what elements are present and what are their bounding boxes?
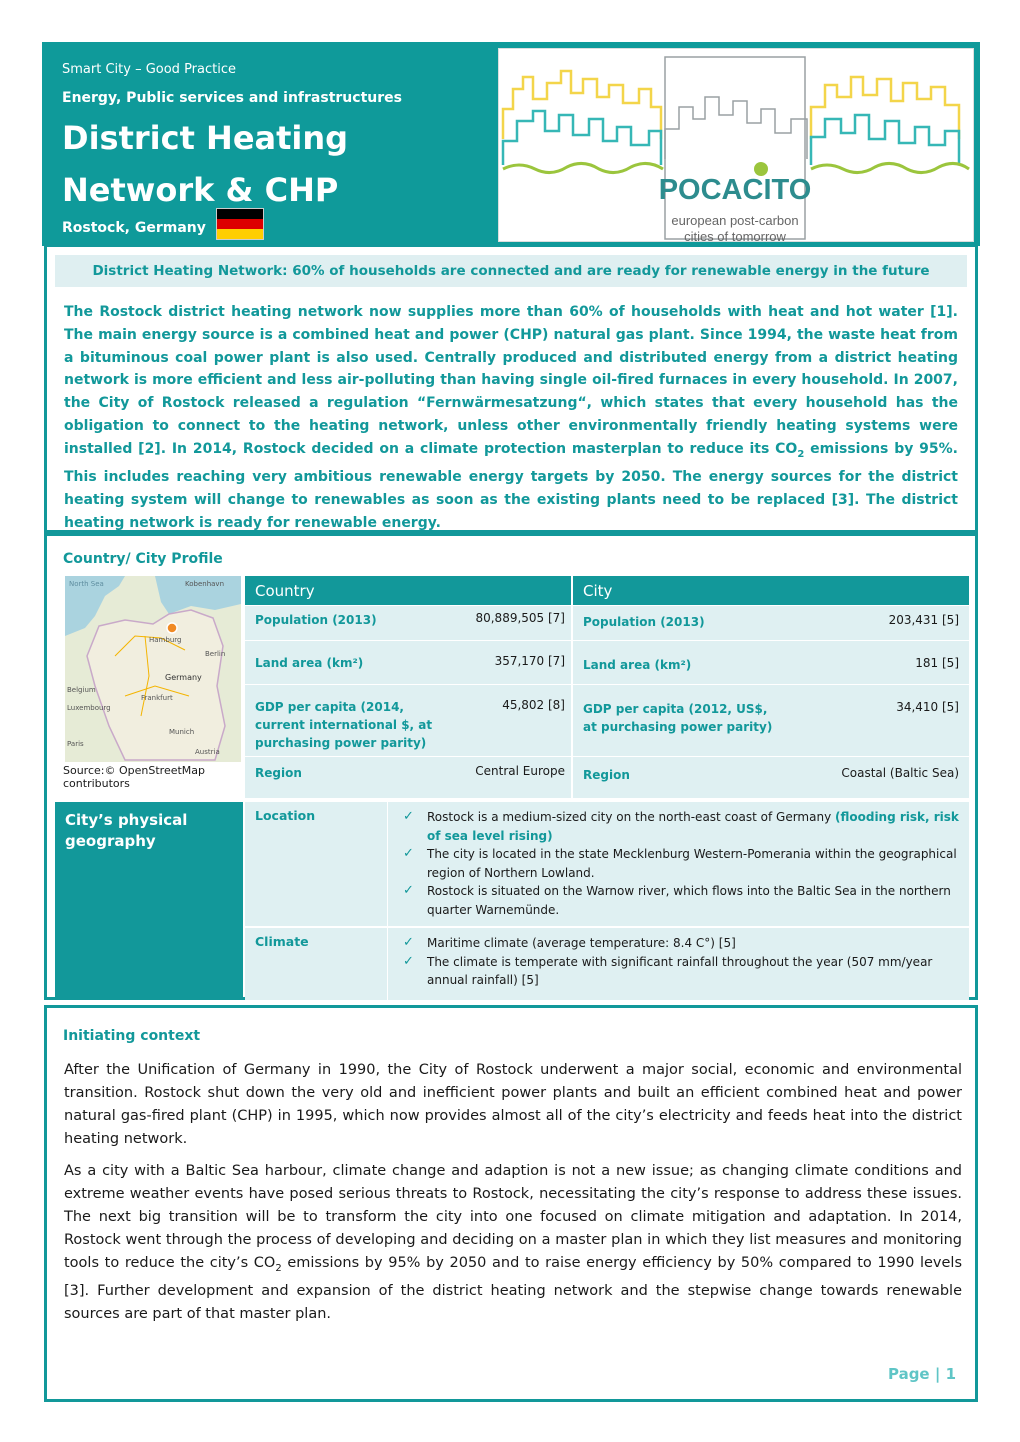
list-item: ✓ Maritime climate (average temperature: 8.4 C°) [5] [399, 934, 959, 953]
summary-headline: District Heating Network: 60% of households are connected and are ready for renewable energy in the future [55, 255, 967, 287]
climate-list [399, 934, 959, 990]
list-item: ✓ The climate is temperate with significant rainfall throughout the year (507 mm/year annual rainfall) [5] [403, 953, 933, 987]
city-header: City [573, 576, 969, 605]
country-header: Country [245, 576, 571, 605]
checkmark-icon: ✓ [403, 883, 414, 898]
city-gdp-value: 34,410 [5] [896, 700, 959, 714]
summary-body: The Rostock district heating network now supplies more than 60% of households with heat and hot water [1]. The main energy source is a combined heat and power (CHP) natural gas plant. Since 1994, the waste heat from a bituminous coal power plant is also used. Centrally produced and distributed energy from a district heating network is more efficient and less air-polluting than having single oil-fired furnaces in every household. In 2007, the City of Rostock released a regulation “Fernwärmesatzung“, which states that every household has the obligation to connect to the heating network, unless other environmentally friendly heating systems were installed [2]. In 2014, Rostock decided on a climate protection masterplan to reduce its $CO_2$ emissions by 95%. This includes reaching very ambitious renewable energy targets by 2050. The energy sources for the district heating system will change to renewables as soon as the existing plants need to be replaced [3]. The district heating network is ready for renewable energy. [64, 304, 958, 531]
page-number: Page | 1 [887, 1365, 956, 1383]
header-banner [42, 42, 980, 246]
svg-text:Luxembourg: Luxembourg [67, 704, 111, 712]
svg-text:Frankfurt: Frankfurt [141, 694, 173, 702]
country-region-value: Central Europe [475, 764, 565, 778]
svg-text:Germany: Germany [165, 673, 202, 682]
country-population-label: Population (2013) [255, 613, 377, 627]
location-list [399, 808, 959, 919]
kicker: Smart City – Good Practice [62, 62, 236, 77]
checkmark-icon: ✓ [403, 846, 414, 861]
city-region-value: Coastal (Baltic Sea) [841, 766, 959, 780]
svg-text:Hamburg: Hamburg [149, 636, 182, 644]
climate-label: Climate [255, 934, 309, 949]
page-title: District Heating Network & CHP [62, 119, 349, 209]
list-item: ✓ Rostock is situated on the Warnow river, which flows into the Baltic Sea in the northern quarter Warnemünde. [403, 883, 951, 917]
location-label: Location [255, 808, 316, 823]
germany-flag-icon [216, 208, 264, 240]
geography-title: City’s physical geography [55, 802, 243, 1000]
list-item: ✓ The city is located in the state Mecklenburg Western-Pomerania within the geographical region of Northern Lowland. [403, 846, 957, 880]
logo-tagline-1: european post-carbon [671, 213, 799, 228]
profile-box [44, 533, 978, 1000]
country-region-label: Region [255, 766, 302, 780]
city-population-label: Population (2013) [583, 615, 705, 629]
location-row [245, 802, 969, 926]
checkmark-icon: ✓ [403, 935, 414, 950]
skyline-logo-icon [499, 49, 975, 243]
svg-text:Munich: Munich [169, 728, 195, 736]
logo-tagline-2: cities of tomorrow [684, 229, 786, 243]
city-region-label: Region [583, 768, 630, 782]
country-area-value: 357,170 [7] [494, 654, 565, 668]
city-area-value: 181 [5] [915, 656, 959, 670]
initiating-title: Initiating context [63, 1028, 201, 1044]
initiating-paragraph-1: After the Unification of Germany in 1990, the City of Rostock underwent a major social, economic and environmental transition. Rostock shut down the very old and inefficient power plants and built an efficient combined heat and power natural gas-fired plant (CHP) in 1995, which now provides almost all of the city’s electricity and feeds heat into the district heating network. [64, 1062, 962, 1147]
svg-text:Berlin: Berlin [205, 650, 226, 658]
germany-map [65, 576, 241, 762]
country-gdp-value: 45,802 [8] [502, 698, 565, 712]
profile-title: Country/ City Profile [63, 551, 223, 567]
map-source: Source:© OpenStreetMap contributors [63, 764, 206, 790]
logo-brand: POCACITO [658, 174, 812, 206]
svg-text:Kobenhavn: Kobenhavn [185, 580, 225, 588]
checkmark-icon: ✓ [403, 809, 414, 824]
country-gdp-label: GDP per capita (2014, current international $, at purchasing power parity) [255, 700, 433, 750]
initiating-paragraph-2: As a city with a Baltic Sea harbour, climate change and adaption is not a new issue; as changing climate conditions and extreme weather events have posed serious threats to Rostock, necessitating the city’s response to address these issues. The next big transition will be to transform the city into one focused on climate mitigation and adaptation. In 2014, Rostock went through the process of developing and deciding on a master plan in which they list measures and monitoring tools to reduce the city’s $CO_2$ emissions by 95% by 2050 and to raise energy efficiency by 50% compared to 1990 levels [3]. Further development and expansion of the district heating network and the stepwise change towards renewable sources are part of that master plan. [64, 1163, 962, 1322]
sector: Energy, Public services and infrastructures [62, 90, 402, 106]
country-population-value: 80,889,505 [7] [475, 611, 565, 625]
svg-text:Austria: Austria [195, 748, 220, 756]
map-icon [65, 576, 241, 762]
location-label: Rostock, Germany [62, 220, 206, 236]
city-area-label: Land area (km²) [583, 658, 692, 672]
pocacito-logo [498, 48, 974, 242]
initiating-box [44, 1005, 978, 1402]
svg-text:North Sea: North Sea [69, 580, 104, 588]
list-item: ✓ Rostock is a medium-sized city on the north-east coast of Germany (flooding risk, risk of sea level rising) [403, 809, 959, 843]
svg-text:Belgium: Belgium [67, 686, 96, 694]
climate-row [245, 928, 969, 1000]
country-area-label: Land area (km²) [255, 656, 364, 670]
summary-box [44, 244, 978, 533]
checkmark-icon: ✓ [403, 953, 414, 969]
city-gdp-label: GDP per capita (2012, US$, at purchasing power parity) [583, 702, 773, 734]
svg-text:Paris: Paris [67, 740, 84, 748]
city-population-value: 203,431 [5] [888, 613, 959, 627]
